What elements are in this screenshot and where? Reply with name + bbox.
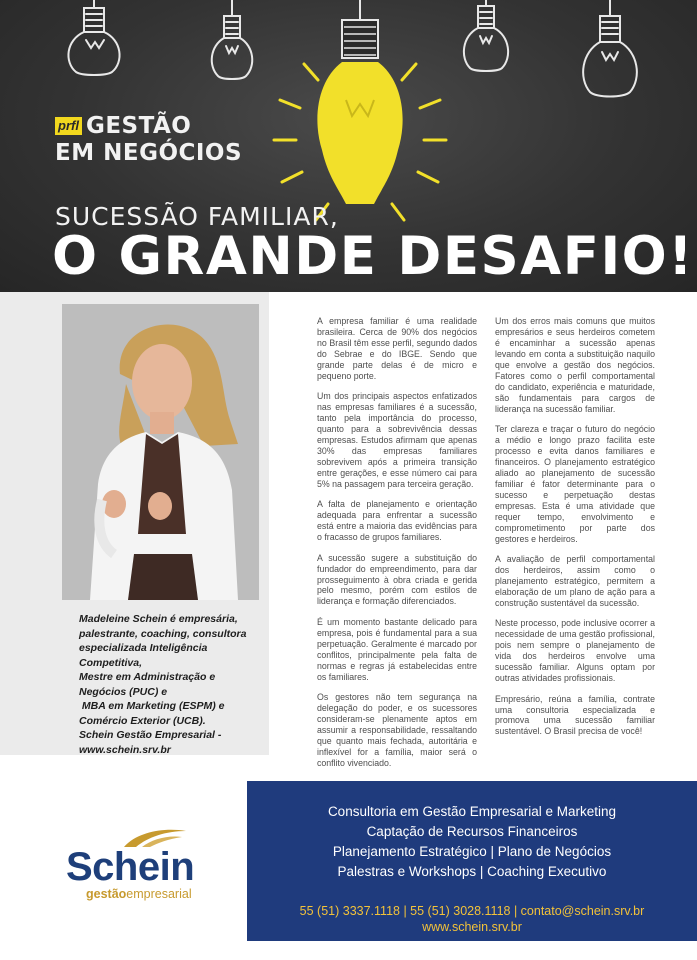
ad-logo-area [0, 755, 247, 960]
contact-block [247, 903, 697, 935]
article-paragraph: Um dos erros mais comuns que muitos empresários e seus herdeiros cometem é encaminhar a sucessão apenas levando em conta a substituição naquilo que envolve a gestão dos negócios. Fatores como o perfil comportamental do candidato, experiência e maturidade, são fundamentais para cargos de liderança na sucessão familiar. [495, 316, 655, 414]
section-badge-label: prfl [55, 117, 82, 135]
section-title-line1: GESTÃO [85, 113, 192, 139]
article-column-2 [495, 316, 655, 747]
caption-line: Madeleine Schein é empresária, [79, 613, 238, 625]
article-paragraph: A falta de planejamento e orientação adequada para enfrentar a sucessão está entre a maioria das evidências para o fracasso de grupos familiares. [317, 499, 477, 543]
caption-line: Negócios (PUC) e [79, 685, 168, 698]
article-paragraph: A sucessão sugere a substituição do fundador do empreendimento, para dar prosseguimento à obra criada e gerida pelo mesmo, porém com estilos de liderança e formação diferenciados. [317, 552, 477, 607]
article-band [0, 292, 697, 768]
article-paragraph: Um dos principais aspectos enfatizados nas empresas familiares é a sucessão, tanto pela importância do processo, quanto para a sobrevivência dessas empresas. Estudos afirmam que apenas 30% das empresas familiares sobrevivem após a primeira transição entre gerações, e esse número cai para 5% na passagem para terceira geração. [317, 391, 477, 489]
service-item: Palestras e Workshops | Coaching Executivo [337, 864, 607, 879]
article-column-1 [317, 316, 477, 778]
caption-website[interactable]: www.schein.srv.br [79, 743, 171, 756]
header-chalkboard [0, 0, 697, 292]
caption-line: Comércio Exterior (UCB). [79, 714, 206, 727]
logo-tagline-rest: empresarial [126, 887, 192, 901]
article-body [269, 292, 697, 768]
caption-line: Mestre em Administração e [79, 671, 216, 683]
caption-line: especializada Inteligência [79, 642, 208, 654]
article-paragraph: A empresa familiar é uma realidade brasileira. Cerca de 90% dos negócios no Brasil têm esse perfil, segundo dados do Sebrae e do IBGE. Sendo que grande parte delas é de micro e pequeno porte. [317, 316, 477, 381]
article-paragraph: Neste processo, pode inclusive ocorrer a necessidade de uma gestão profissional, pois nem sempre o planejamento de vida dos herdeiros envolve uma sucessão familiar. Alguns optam por outras atividades profissionais. [495, 618, 655, 684]
caption-line: palestrante, coaching, consultora [79, 627, 247, 640]
article-headline: O GRANDE DESAFIO! [52, 226, 694, 287]
logo-tagline [86, 887, 192, 901]
section-title-line2: EM NEGÓCIOS [55, 140, 243, 166]
ad-services-panel [247, 781, 697, 941]
author-caption [79, 612, 269, 757]
outline-bulb-icon [583, 0, 637, 97]
service-item: Consultoria em Gestão Empresarial e Marketing [327, 804, 617, 819]
lit-bulb-icon [274, 0, 446, 220]
section-badge [55, 114, 191, 138]
outline-bulb-icon [212, 0, 253, 79]
article-paragraph: Os gestores não tem segurança na delegação do poder, e os sucessores consideram-se plenamente aptos em assumir a responsabilidade, ressaltando que quanto mais fechada, autoritária e inflexível for a família, maior será o conflito vivenciado. [317, 692, 477, 768]
service-item: Captação de Recursos Financeiros [366, 824, 578, 839]
contact-line[interactable]: 55 (51) 3337.1118 | 55 (51) 3028.1118 | contato@schein.srv.br [299, 904, 645, 918]
article-kicker: SUCESSÃO FAMILIAR, [55, 202, 339, 231]
article-paragraph: É um momento bastante delicado para empresa, pois é fundamental para a sua perpetuação. Geralmente é marcado por conflitos, principalmente pela falta de normas e regras já estabelecidas entre os familiares. [317, 616, 477, 682]
caption-line: Competitiva, [79, 656, 143, 669]
article-paragraph: Empresário, reúna a família, contrate uma consultoria especializada e promova uma sucessão familiar sustentável. O Brasil precisa de você! [495, 693, 655, 737]
services-list [247, 781, 697, 882]
article-paragraph: A avaliação de perfil comportamental dos herdeiros, assim como o planejamento estratégico, permitem a elaboração de um plano de ação para a construção sustentável da sucessão. [495, 554, 655, 608]
schein-logo[interactable] [66, 821, 226, 901]
logo-wordmark: Schein [66, 845, 195, 889]
caption-line: MBA em Marketing (ESPM) e [79, 700, 225, 712]
article-paragraph: Ter clareza e traçar o futuro do negócio a médio e longo prazo facilita este processo e evita danos familiares e financeiros. O planejamento estratégico aliado ao planejamento de sucessão familiar é fator determinante para o sucesso e perpetuação destas empresas. Esta é uma atividade que requer tempo, envolvimento e comprometimento por parte dos gestores e herdeiros. [495, 424, 655, 544]
logo-tagline-bold: gestão [86, 887, 127, 901]
outline-bulb-icon [464, 0, 508, 71]
outline-bulb-icon [68, 0, 119, 75]
ad-website-link[interactable]: www.schein.srv.br [422, 920, 522, 934]
author-photo [62, 304, 259, 600]
service-item: Planejamento Estratégico | Plano de Negócios [332, 844, 612, 859]
caption-line: Schein Gestão Empresarial - [79, 729, 222, 741]
